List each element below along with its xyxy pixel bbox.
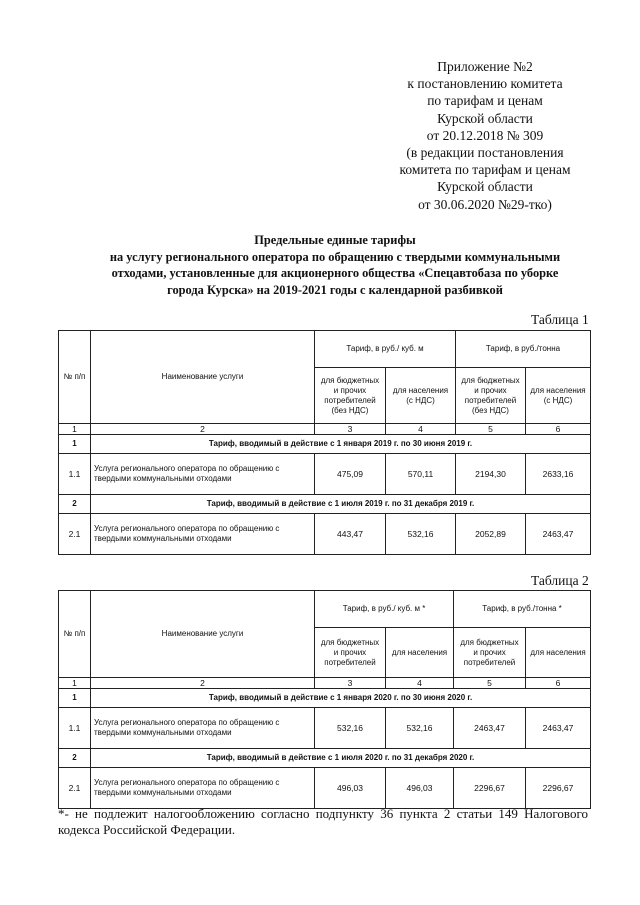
header-population-m3: для населения <box>386 628 454 678</box>
header-tariff-per-m3: Тариф, в руб./ куб. м * <box>315 591 454 628</box>
period-row <box>59 689 591 708</box>
row-value: 532,16 <box>386 514 456 555</box>
row-service: Услуга регионального оператора по обращению с твердыми коммунальными отходами <box>91 454 315 495</box>
header-num: № п/п <box>59 591 91 678</box>
title-line: на услугу регионального оператора по обращению с твердыми коммунальными <box>109 249 561 264</box>
header-population-ton: для населения (с НДС) <box>526 368 591 424</box>
document-title <box>40 232 630 298</box>
header-service: Наименование услуги <box>91 591 315 678</box>
column-number-row <box>59 678 591 689</box>
period-row <box>59 495 591 514</box>
table-2-label: Таблица 2 <box>531 573 589 588</box>
row-service: Услуга регионального оператора по обращению с твердыми коммунальными отходами <box>91 708 315 749</box>
period-text: Тариф, вводимый в действие с 1 июля 2020 г. по 31 декабря 2020 г. <box>91 749 591 768</box>
column-number: 3 <box>315 424 386 435</box>
column-number: 6 <box>526 678 591 689</box>
header-budget-m3: для бюджетных и прочих потребителей <box>315 628 386 678</box>
appendix-line: комитета по тарифам и ценам <box>399 162 571 178</box>
row-num: 1.1 <box>59 454 91 495</box>
header-budget-m3: для бюджетных и прочих потребителей (без НДС) <box>315 368 386 424</box>
row-value: 532,16 <box>315 708 386 749</box>
appendix-line: Приложение №2 <box>437 59 533 74</box>
appendix-line: к постановлению комитета <box>407 76 563 92</box>
row-value: 496,03 <box>315 768 386 809</box>
row-value: 2052,89 <box>456 514 526 555</box>
period-num: 2 <box>59 495 91 514</box>
row-value: 2633,16 <box>526 454 591 495</box>
row-value: 2296,67 <box>526 768 591 809</box>
title-line: отходами, установленные для акционерного общества «Спецавтобаза по уборке <box>111 266 559 280</box>
period-num: 1 <box>59 435 91 454</box>
row-num: 2.1 <box>59 768 91 809</box>
table-row <box>59 768 591 809</box>
column-number: 2 <box>91 424 315 435</box>
period-row <box>59 749 591 768</box>
header-tariff-per-ton: Тариф, в руб./тонна * <box>454 591 591 628</box>
table-1-label: Таблица 1 <box>531 312 589 327</box>
period-num: 1 <box>59 689 91 708</box>
column-number: 1 <box>59 424 91 435</box>
row-value: 475,09 <box>315 454 386 495</box>
header-tariff-per-ton: Тариф, в руб./тонна <box>456 331 591 368</box>
appendix-line: от 20.12.2018 № 309 <box>426 127 544 143</box>
row-num: 1.1 <box>59 708 91 749</box>
row-service: Услуга регионального оператора по обращению с твердыми коммунальными отходами <box>91 768 315 809</box>
period-row <box>59 435 591 454</box>
period-text: Тариф, вводимый в действие с 1 января 2019 г. по 30 июня 2019 г. <box>91 435 591 454</box>
row-value: 2463,47 <box>454 708 526 749</box>
column-number-row <box>59 424 591 435</box>
row-value: 2194,30 <box>456 454 526 495</box>
footnote: *- не подлежит налогообложению согласно подпункту 36 пункта 2 статьи 149 Налогового кодекса Российской Федерации. <box>58 806 588 837</box>
row-value: 2463,47 <box>526 514 591 555</box>
header-budget-ton: для бюджетных и прочих потребителей (без НДС) <box>456 368 526 424</box>
appendix-line: (в редакции постановления <box>406 145 564 161</box>
header-budget-ton: для бюджетных и прочих потребителей <box>454 628 526 678</box>
appendix-line: Курской области <box>437 110 533 126</box>
column-number: 4 <box>386 678 454 689</box>
period-num: 2 <box>59 749 91 768</box>
row-value: 2296,67 <box>454 768 526 809</box>
row-value: 570,11 <box>386 454 456 495</box>
header-population-m3: для населения (с НДС) <box>386 368 456 424</box>
column-number: 1 <box>59 678 91 689</box>
tariff-table-1 <box>58 330 591 555</box>
column-number: 4 <box>386 424 456 435</box>
row-service: Услуга регионального оператора по обращению с твердыми коммунальными отходами <box>91 514 315 555</box>
row-num: 2.1 <box>59 514 91 555</box>
column-number: 2 <box>91 678 315 689</box>
tariff-table-2 <box>58 590 591 809</box>
row-value: 2463,47 <box>526 708 591 749</box>
appendix-header <box>380 58 590 213</box>
table-row <box>59 514 591 555</box>
header-num: № п/п <box>59 331 91 424</box>
appendix-line: по тарифам и ценам <box>427 93 543 109</box>
table-row <box>59 708 591 749</box>
header-population-ton: для населения <box>526 628 591 678</box>
row-value: 532,16 <box>386 708 454 749</box>
header-service: Наименование услуги <box>91 331 315 424</box>
title-line: города Курска» на 2019-2021 годы с календарной разбивкой <box>167 282 503 297</box>
appendix-line: Курской области <box>437 179 533 195</box>
row-value: 496,03 <box>386 768 454 809</box>
column-number: 5 <box>456 424 526 435</box>
period-text: Тариф, вводимый в действие с 1 января 2020 г. по 30 июня 2020 г. <box>91 689 591 708</box>
column-number: 5 <box>454 678 526 689</box>
table-row <box>59 454 591 495</box>
title-line: Предельные единые тарифы <box>254 233 416 247</box>
column-number: 3 <box>315 678 386 689</box>
period-text: Тариф, вводимый в действие с 1 июля 2019 г. по 31 декабря 2019 г. <box>91 495 591 514</box>
header-tariff-per-m3: Тариф, в руб./ куб. м <box>315 331 456 368</box>
row-value: 443,47 <box>315 514 386 555</box>
column-number: 6 <box>526 424 591 435</box>
appendix-line: от 30.06.2020 №29-тко) <box>418 196 552 212</box>
